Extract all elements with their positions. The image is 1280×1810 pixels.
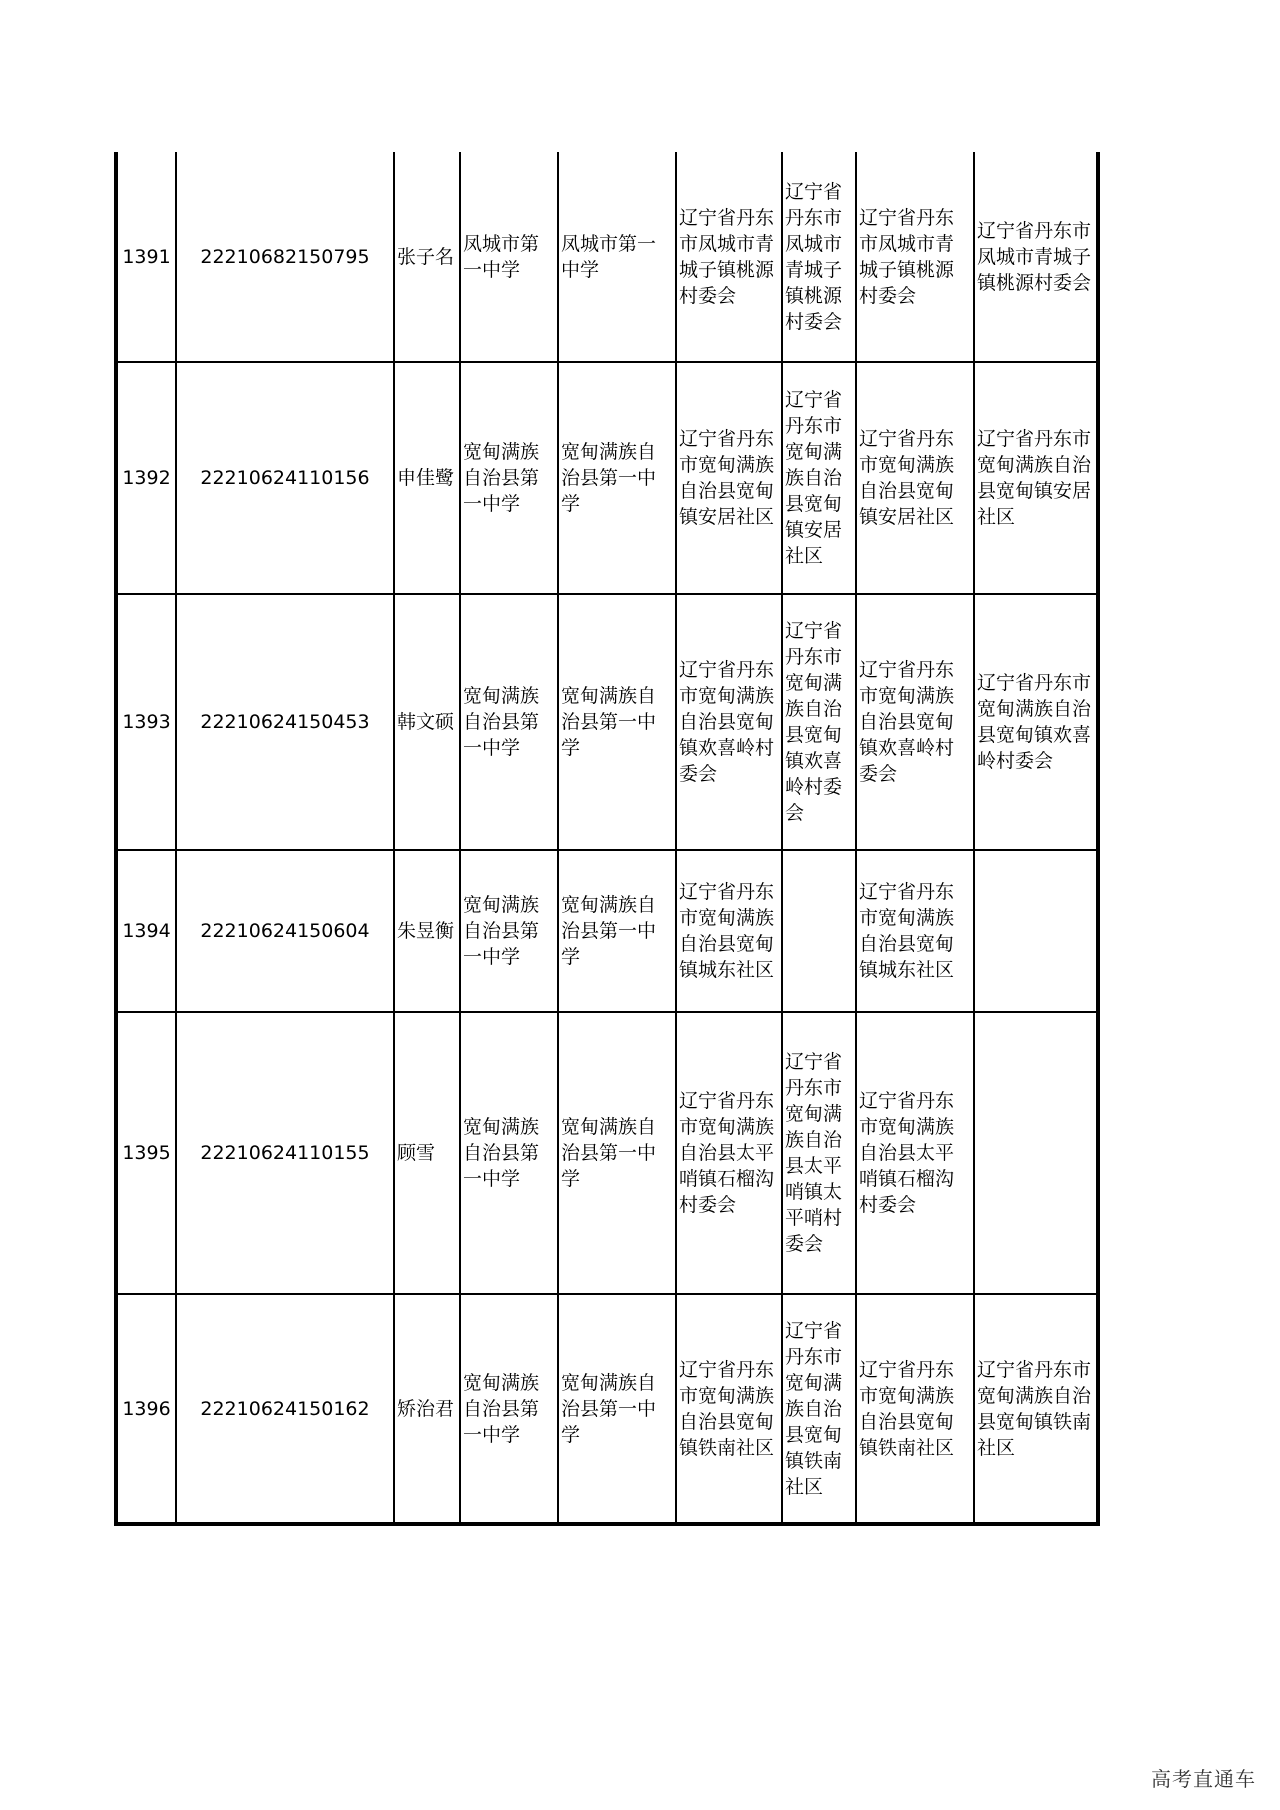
exam-id-cell: 22210624150604 bbox=[176, 850, 394, 1012]
address-cell bbox=[974, 1012, 1098, 1294]
address-cell: 辽宁省丹东市宽甸满族自治县宽甸镇安居社区 bbox=[974, 362, 1098, 594]
table-row bbox=[116, 594, 1098, 850]
table-row bbox=[116, 1012, 1098, 1294]
address-cell: 辽宁省丹东市宽甸满族自治县宽甸镇欢喜岭村委会 bbox=[856, 594, 974, 850]
exam-id-cell: 22210624150453 bbox=[176, 594, 394, 850]
exam-id-cell: 22210682150795 bbox=[176, 152, 394, 362]
address-cell: 辽宁省丹东市宽甸满族自治县宽甸镇安居社区 bbox=[856, 362, 974, 594]
seq-cell: 1393 bbox=[116, 594, 176, 850]
address-cell: 辽宁省丹东市凤城市青城子镇桃源村委会 bbox=[676, 152, 782, 362]
address-cell: 辽宁省丹东市凤城市青城子镇桃源村委会 bbox=[974, 152, 1098, 362]
school-cell: 宽甸满族自治县第一中学 bbox=[460, 594, 558, 850]
address-cell: 辽宁省丹东市凤城市青城子镇桃源村委会 bbox=[856, 152, 974, 362]
school-cell: 宽甸满族自治县第一中学 bbox=[558, 1294, 676, 1524]
table-row bbox=[116, 362, 1098, 594]
student-name-cell: 张子名 bbox=[394, 152, 460, 362]
address-cell: 辽宁省丹东市宽甸满族自治县宽甸镇铁南社区 bbox=[782, 1294, 856, 1524]
table-row bbox=[116, 850, 1098, 1012]
address-cell bbox=[974, 850, 1098, 1012]
address-cell: 辽宁省丹东市宽甸满族自治县宽甸镇铁南社区 bbox=[974, 1294, 1098, 1524]
watermark-text: 高考直通车 bbox=[1151, 1767, 1256, 1791]
exam-id-cell: 22210624110156 bbox=[176, 362, 394, 594]
student-name-cell: 矫治君 bbox=[394, 1294, 460, 1524]
exam-id-cell: 22210624150162 bbox=[176, 1294, 394, 1524]
seq-cell: 1395 bbox=[116, 1012, 176, 1294]
table-row bbox=[116, 1294, 1098, 1524]
address-cell: 辽宁省丹东市宽甸满族自治县太平哨镇石榴沟村委会 bbox=[856, 1012, 974, 1294]
seq-cell: 1392 bbox=[116, 362, 176, 594]
address-cell: 辽宁省丹东市凤城市青城子镇桃源村委会 bbox=[782, 152, 856, 362]
address-cell: 辽宁省丹东市宽甸满族自治县宽甸镇铁南社区 bbox=[856, 1294, 974, 1524]
address-cell: 辽宁省丹东市宽甸满族自治县宽甸镇城东社区 bbox=[856, 850, 974, 1012]
student-name-cell: 申佳鹭 bbox=[394, 362, 460, 594]
address-cell: 辽宁省丹东市宽甸满族自治县宽甸镇铁南社区 bbox=[676, 1294, 782, 1524]
school-cell: 宽甸满族自治县第一中学 bbox=[460, 1294, 558, 1524]
address-cell: 辽宁省丹东市宽甸满族自治县宽甸镇城东社区 bbox=[676, 850, 782, 1012]
seq-cell: 1391 bbox=[116, 152, 176, 362]
address-cell: 辽宁省丹东市宽甸满族自治县宽甸镇安居社区 bbox=[782, 362, 856, 594]
student-name-cell: 韩文硕 bbox=[394, 594, 460, 850]
school-cell: 宽甸满族自治县第一中学 bbox=[460, 1012, 558, 1294]
student-name-cell: 朱昱衡 bbox=[394, 850, 460, 1012]
school-cell: 宽甸满族自治县第一中学 bbox=[558, 362, 676, 594]
school-cell: 宽甸满族自治县第一中学 bbox=[558, 594, 676, 850]
seq-cell: 1396 bbox=[116, 1294, 176, 1524]
school-cell: 宽甸满族自治县第一中学 bbox=[558, 1012, 676, 1294]
address-cell: 辽宁省丹东市宽甸满族自治县太平哨镇石榴沟村委会 bbox=[676, 1012, 782, 1294]
seq-cell: 1394 bbox=[116, 850, 176, 1012]
school-cell: 宽甸满族自治县第一中学 bbox=[460, 362, 558, 594]
address-cell: 辽宁省丹东市宽甸满族自治县太平哨镇太平哨村委会 bbox=[782, 1012, 856, 1294]
address-cell bbox=[782, 850, 856, 1012]
address-cell: 辽宁省丹东市宽甸满族自治县宽甸镇欢喜岭村委会 bbox=[782, 594, 856, 850]
table-row bbox=[116, 152, 1098, 362]
exam-id-cell: 22210624110155 bbox=[176, 1012, 394, 1294]
address-cell: 辽宁省丹东市宽甸满族自治县宽甸镇安居社区 bbox=[676, 362, 782, 594]
school-cell: 凤城市第一中学 bbox=[558, 152, 676, 362]
student-name-cell: 顾雪 bbox=[394, 1012, 460, 1294]
school-cell: 凤城市第一中学 bbox=[460, 152, 558, 362]
school-cell: 宽甸满族自治县第一中学 bbox=[460, 850, 558, 1012]
school-cell: 宽甸满族自治县第一中学 bbox=[558, 850, 676, 1012]
address-cell: 辽宁省丹东市宽甸满族自治县宽甸镇欢喜岭村委会 bbox=[974, 594, 1098, 850]
student-roster-table bbox=[114, 152, 1100, 1526]
address-cell: 辽宁省丹东市宽甸满族自治县宽甸镇欢喜岭村委会 bbox=[676, 594, 782, 850]
